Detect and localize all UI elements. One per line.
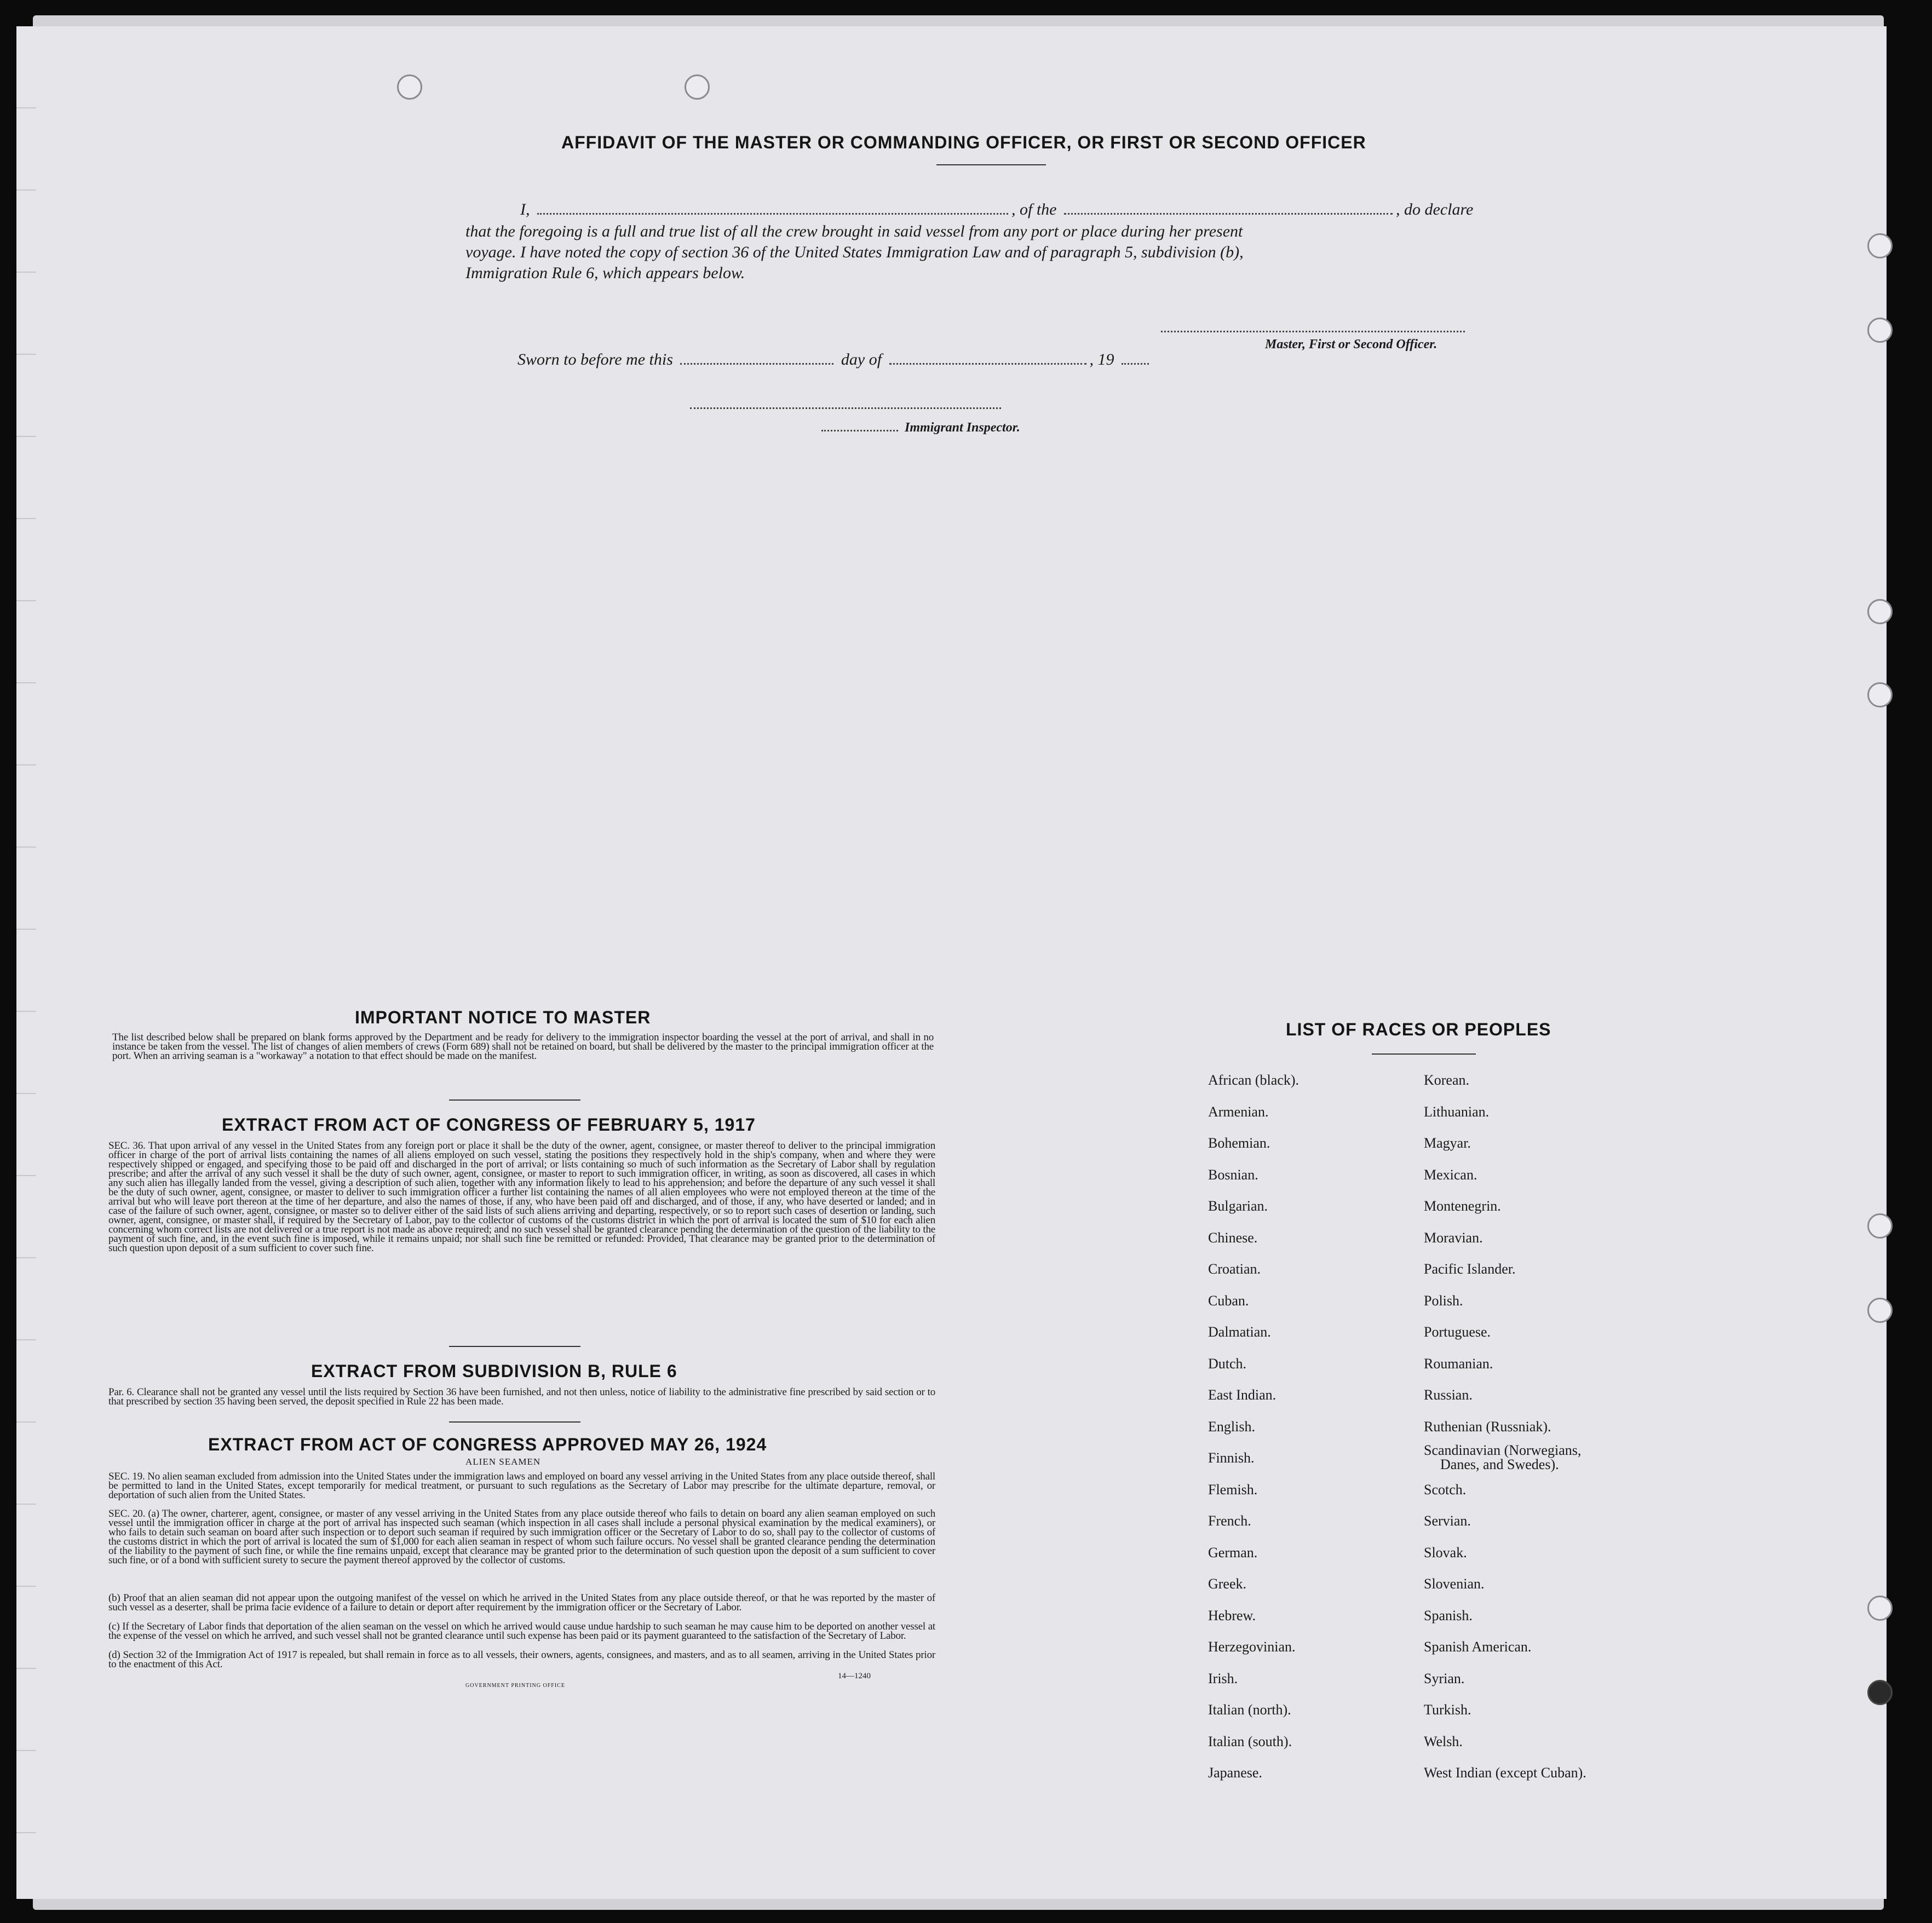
race-item: Bulgarian. <box>1208 1198 1268 1214</box>
races-right-column <box>1424 1064 1586 1789</box>
race-item: Italian (south). <box>1208 1733 1292 1749</box>
punch-hole <box>1867 1680 1893 1705</box>
master-signature-line[interactable] <box>1161 331 1465 332</box>
races-divider <box>1372 1053 1476 1055</box>
form-number: 14—1240 <box>838 1672 871 1680</box>
extract-rule6-divider <box>449 1421 580 1423</box>
race-item: Welsh. <box>1424 1733 1463 1749</box>
race-item: Magyar. <box>1424 1135 1471 1151</box>
affidavit-line-2: that the foregoing is a full and true list of all the crew brought in said vessel from any port or place during her present <box>465 222 1243 240</box>
race-item: Ruthenian (Russniak). <box>1424 1418 1551 1435</box>
race-item-two-line <box>1424 1442 1586 1474</box>
document-page <box>16 26 1887 1899</box>
of-the-label: , of the <box>1011 200 1057 218</box>
notice-text: The list described below shall be prepared on blank forms approved by the Department and be ready for delivery to the immigration inspector boarding the vessel at the port of arrival, and shall in no instance be taken from the vessel. The list of changes of alien members of crews (Form 689) shall not be retained on board, but shall be delivered by the master to the principal immigration officer at the port. When an arriving seaman is a "workaway" a notation to that effect should be made on the manifest. <box>112 1032 934 1062</box>
master-signature-label: Master, First or Second Officer. <box>1265 337 1438 352</box>
punch-hole <box>685 74 710 100</box>
race-item: Scandinavian (Norwegians, <box>1424 1442 1582 1458</box>
notice-divider <box>449 1099 580 1101</box>
race-item: Moravian. <box>1424 1229 1483 1246</box>
extract-1924-sec20c: (c) If the Secretary of Labor finds that deportation of the alien seaman on the vessel on which he arrived would cause undue hardship to such seaman he may cause him to be deported on another vessel at the expense of the vessel on which he arrived, and such vessel shall not be granted clearance until such expense has been paid or its payment guaranteed to the satisfaction of the Secretary of Labor. <box>108 1621 935 1642</box>
race-item: Portuguese. <box>1424 1324 1491 1340</box>
race-item: Croatian. <box>1208 1261 1261 1277</box>
race-item: Dalmatian. <box>1208 1324 1271 1340</box>
extract-1924-sec20b: (b) Proof that an alien seaman did not appear upon the outgoing manifest of the vessel on which he arrived in the United States from any place outside thereof, or that he was reported by the master of such vessel as a deserter, shall be prima facie evidence of a failure to detain or deport after requirement by the immigration officer or the Secretary of Labor. <box>108 1592 935 1613</box>
race-item: Lithuanian. <box>1424 1103 1490 1120</box>
race-item: African (black). <box>1208 1072 1300 1088</box>
race-item: Finnish. <box>1208 1450 1255 1466</box>
year-label: , 19 <box>1089 350 1114 369</box>
extract-1924-sec19: SEC. 19. No alien seaman excluded from admission into the United States under the immigration laws and employed on board any vessel arriving in the United States from any place outside thereof, shall be permitted to land in the United States, except temporarily for medical treatment, or pursuant to such regulations as the Secretary of Labor may prescribe for the ultimate departure, removal, or deportation of such alien from the United States. <box>108 1471 935 1501</box>
ledger-edge-lines <box>16 26 36 1899</box>
punch-hole <box>1867 1213 1893 1239</box>
race-item: Spanish. <box>1424 1607 1473 1623</box>
extract-1924-subtitle: ALIEN SEAMEN <box>465 1456 541 1467</box>
sworn-line <box>518 350 1152 369</box>
race-item: Pacific Islander. <box>1424 1261 1516 1277</box>
race-item: Roumanian. <box>1424 1355 1493 1372</box>
extract-rule6-title: EXTRACT FROM SUBDIVISION B, RULE 6 <box>311 1361 677 1381</box>
extract-1917-title: EXTRACT FROM ACT OF CONGRESS OF FEBRUARY 5, 1917 <box>222 1115 756 1135</box>
race-item: Herzegovinian. <box>1208 1639 1296 1655</box>
extract-rule6-text: Par. 6. Clearance shall not be granted any vessel until the lists required by Section 36 have been furnished, and not then unless, notice of liability to the administrative fine prescribed by said section or to that prescribed by section 35 having been served, the deposit specified in Rule 22 has been made. <box>108 1386 935 1407</box>
race-item: Mexican. <box>1424 1166 1477 1183</box>
notice-title: IMPORTANT NOTICE TO MASTER <box>355 1007 651 1027</box>
race-item: Italian (north). <box>1208 1702 1291 1718</box>
race-item: West Indian (except Cuban). <box>1424 1765 1586 1781</box>
race-item: German. <box>1208 1544 1258 1561</box>
punch-hole <box>1867 682 1893 707</box>
race-item: English. <box>1208 1418 1255 1435</box>
race-item: Flemish. <box>1208 1481 1258 1498</box>
punch-hole <box>1867 233 1893 258</box>
sworn-month-field[interactable] <box>889 363 1086 365</box>
extract-1924-sec20d: (d) Section 32 of the Immigration Act of 1917 is repealed, but shall remain in force as to all vessels, their owners, agents, consignees, and masters, and as to all seamen, arriving in the United States prior to the enactment of this Act. <box>108 1649 935 1670</box>
sworn-year-field[interactable] <box>1122 363 1149 365</box>
race-item: Syrian. <box>1424 1670 1465 1686</box>
race-item: Polish. <box>1424 1292 1463 1309</box>
punch-hole <box>397 74 422 100</box>
race-item: Servian. <box>1424 1513 1471 1529</box>
i-label: I, <box>520 200 530 218</box>
inspector-label: Immigrant Inspector. <box>905 421 1020 435</box>
inspector-line <box>821 421 1020 435</box>
affidavit-line-3: voyage. I have noted the copy of section 36 of the United States Immigration Law and of paragraph 5, subdivision (b), <box>465 243 1244 261</box>
race-item: Armenian. <box>1208 1103 1269 1120</box>
race-item: Turkish. <box>1424 1702 1471 1718</box>
inspector-signature-line[interactable] <box>690 407 1001 409</box>
extract-1917-divider <box>449 1346 580 1347</box>
extract-1917-text: SEC. 36. That upon arrival of any vessel in the United States from any foreign port or place it shall be the duty of the owner, agent, consignee, or master thereof to deliver to the principal immigration officer in charge of the port of arrival lists containing the names of all aliens employed on such vessel, stating the positions they respectively hold in the ship's company, when and where they were respectively shipped or engaged, and specifying those to be paid off and discharged in the port of arrival; or lists containing so much of such information as the Secretary of Labor shall by regulation prescribe; and after the arrival of any such vessel it shall be the duty of such owner, agent, consignee, or master to report to such immigration officer, in writing, as soon as discovered, all cases in which any such alien has illegally landed from the vessel, giving a description of such alien, together with any information likely to lead to his apprehension; and before the departure of any such vessel it shall be the duty of such owner, agent, consignee, or master to deliver to such immigration officer a further list containing the names of all alien employees who were not employed thereon at the time of the arrival but who will leave port thereon at the time of her departure, and also the names of those, if any, who have been paid off and discharged, and of those, if any, who have deserted or landed; and in case of the failure of such owner, agent, consignee, or master so to deliver either of the said lists of such aliens arriving and departing, respectively, or so to report such cases of desertion or landing, such owner, agent, consignee, or master shall, if required by the Secretary of Labor, pay to the collector of customs of the customs district in which the port of arrival is located the sum of $10 for each alien concerning whom correct lists are not delivered or a true report is not made as above required; and no such vessel shall be granted clearance pending the determination of the question of the liability to the payment of such fine, and, in the event such fine is imposed, while it remains unpaid; nor shall such fine be remitted or refunded: Provided, That clearance may be granted prior to the determination of such question upon deposit of a sum sufficient to cover such fine. <box>108 1140 935 1254</box>
extract-1924-sec20a: SEC. 20. (a) The owner, charterer, agent, consignee, or master of any vessel arriving in the United States from any place outside thereof who fails to detain on board any alien seaman employed on such vessel until the immigration officer in charge at the port of arrival has inspected such seaman (which inspection in all cases shall include a personal physical examination by the medical examiners), or who fails to detain such seaman on board after such inspection or to deport such seaman if required by such immigration officer or the Secretary of Labor to do so, shall pay to the collector of customs of the customs district in which the port of arrival is located the sum of $1,000 for each alien seaman in respect of whom such failure occurs. No vessel shall be granted clearance pending the determination of the liability to the payment of such fine, or while the fine remains unpaid, except that clearance may be granted prior to the determination of such question upon the deposit of a sum sufficient to cover such fine, or of a bond with sufficient surety to secure the payment thereof approved by the collector of customs. <box>108 1508 935 1566</box>
sworn-day-field[interactable] <box>680 363 833 365</box>
affidavit-title: AFFIDAVIT OF THE MASTER OR COMMANDING OFFICER, OR FIRST OR SECOND OFFICER <box>561 133 1366 152</box>
punch-hole <box>1867 318 1893 343</box>
race-item: Cuban. <box>1208 1292 1249 1309</box>
race-item: Russian. <box>1424 1387 1473 1403</box>
race-item: Irish. <box>1208 1670 1238 1686</box>
race-item: Dutch. <box>1208 1355 1247 1372</box>
race-item: Japanese. <box>1208 1765 1262 1781</box>
punch-hole <box>1867 1596 1893 1621</box>
declare-label: , do declare <box>1396 200 1474 218</box>
sworn-label: Sworn to before me this <box>518 350 673 369</box>
race-item: Spanish American. <box>1424 1639 1532 1655</box>
race-item: Danes, and Swedes). <box>1440 1456 1559 1472</box>
affidavit-line-1 <box>520 200 1473 219</box>
race-item: Slovenian. <box>1424 1576 1485 1592</box>
races-left-column <box>1208 1064 1299 1789</box>
race-item: Slovak. <box>1424 1544 1467 1561</box>
race-item: Montenegrin. <box>1424 1198 1501 1214</box>
race-item: French. <box>1208 1513 1251 1529</box>
race-item: Greek. <box>1208 1576 1247 1592</box>
officer-name-field[interactable] <box>537 213 1008 215</box>
title-divider <box>936 164 1046 165</box>
punch-hole <box>1867 1298 1893 1323</box>
vessel-name-field[interactable] <box>1064 213 1393 215</box>
printer-imprint: GOVERNMENT PRINTING OFFICE <box>465 1683 565 1689</box>
race-item: Scotch. <box>1424 1481 1467 1498</box>
race-item: Chinese. <box>1208 1229 1258 1246</box>
race-item: East Indian. <box>1208 1387 1277 1403</box>
race-item: Bosnian. <box>1208 1166 1258 1183</box>
day-of-label: day of <box>841 350 882 369</box>
race-item: Bohemian. <box>1208 1135 1270 1151</box>
punch-hole <box>1867 599 1893 624</box>
affidavit-line-4: Immigration Rule 6, which appears below. <box>465 264 745 282</box>
extract-1924-title: EXTRACT FROM ACT OF CONGRESS APPROVED MAY 26, 1924 <box>208 1435 767 1454</box>
inspector-dots <box>821 430 898 431</box>
race-item: Korean. <box>1424 1072 1470 1088</box>
races-title: LIST OF RACES OR PEOPLES <box>1286 1020 1551 1039</box>
race-item: Hebrew. <box>1208 1607 1256 1623</box>
